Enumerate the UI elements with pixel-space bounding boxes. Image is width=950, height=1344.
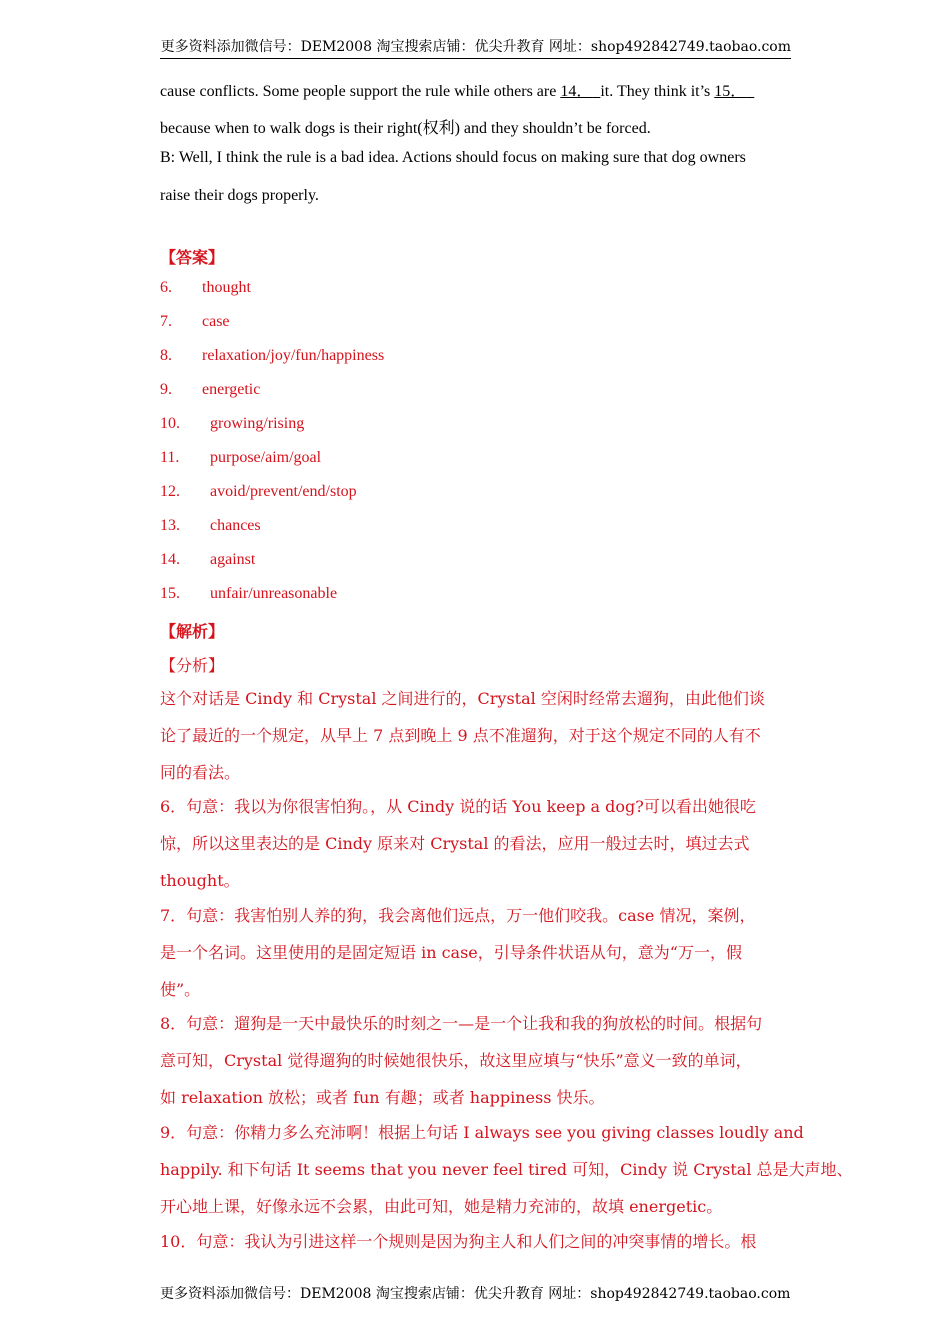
analysis-line: 开心地上课，好像永远不会累，由此可知，她是精力充沛的，故填 energetic。 — [160, 1197, 723, 1216]
answer-item: 15. unfair/unreasonable — [160, 585, 338, 602]
page-footer: 更多资料添加微信号：DEM2008 淘宝搜索店铺：优尖升教育 网址：shop492842749.taobao.com — [160, 1286, 791, 1302]
blank-14: 14． — [560, 83, 593, 100]
answer-item: 14. against — [160, 551, 256, 568]
answer-item: 10. growing/rising — [160, 415, 305, 432]
answer-heading: 【答案】 — [160, 248, 225, 267]
passage-line-3: B: Well, I think the rule is a bad idea. Actions should focus on making sure that dog owners — [160, 149, 746, 166]
analysis-line: 论了最近的一个规定，从早上 7 点到晚上 9 点不准遛狗，对于这个规定不同的人有不 — [160, 726, 761, 745]
answer-item: 7. case — [160, 313, 230, 330]
analysis-line: 9．句意：你精力多么充沛啊！根据上句话 I always see you giving classes loudly and — [160, 1123, 804, 1142]
answer-item: 9. energetic — [160, 381, 261, 398]
analysis-line: 同的看法。 — [160, 763, 241, 782]
analysis-line: 使”。 — [160, 980, 201, 999]
analysis-line: happily. 和下句话 It seems that you never feel tired 可知，Cindy 说 Crystal 总是大声地、 — [160, 1160, 853, 1179]
answer-item: 13. chances — [160, 517, 261, 534]
passage-line-1 — [160, 78, 754, 101]
page-header: 更多资料添加微信号：DEM2008 淘宝搜索店铺：优尖升教育 网址：shop492842749.taobao.com — [160, 38, 791, 59]
analysis-line: 如 relaxation 放松；或者 fun 有趣；或者 happiness 快乐。 — [160, 1088, 605, 1107]
passage-text: cause conflicts. Some people support the rule while others are — [160, 83, 561, 100]
analysis-line: 6．句意：我以为你很害怕狗。，从 Cindy 说的话 You keep a dog?可以看出她很吃 — [160, 797, 756, 816]
analysis-line: 意可知，Crystal 觉得遛狗的时候她很快乐，故这里应填与“快乐”意义一致的单词， — [160, 1051, 752, 1070]
analysis-heading: 【解析】 — [160, 622, 225, 641]
passage-text: it. They think it’s — [600, 83, 715, 100]
answer-item: 8. relaxation/joy/fun/happiness — [160, 347, 385, 364]
analysis-line: thought。 — [160, 871, 240, 890]
answer-item: 12. avoid/prevent/end/stop — [160, 483, 357, 500]
passage-line-4: raise their dogs properly. — [160, 187, 319, 204]
analysis-line: 10．句意：我认为引进这样一个规则是因为狗主人和人们之间的冲突事情的增长。根 — [160, 1232, 757, 1251]
analysis-line: 是一个名词。这里使用的是固定短语 in case，引导条件状语从句，意为“万一，假 — [160, 943, 742, 962]
analysis-line: 惊，所以这里表达的是 Cindy 原来对 Crystal 的看法，应用一般过去时，填过去式 — [160, 834, 750, 853]
blank-15: 15． — [714, 83, 747, 100]
answer-item: 6. thought — [160, 279, 251, 296]
answer-item: 11. purpose/aim/goal — [160, 449, 322, 466]
passage-line-2: because when to walk dogs is their right(权利) and they shouldn’t be forced. — [160, 120, 651, 137]
analysis-line: 8．句意：遛狗是一天中最快乐的时刻之一—是一个让我和我的狗放松的时间。根据句 — [160, 1014, 763, 1033]
analysis-line: 7．句意：我害怕别人养的狗，我会离他们远点，万一他们咬我。case 情况，案例， — [160, 906, 756, 925]
analysis-line: 这个对话是 Cindy 和 Crystal 之间进行的，Crystal 空闲时经常去遛狗，由此他们谈 — [160, 689, 765, 708]
analysis-subheading: 【分析】 — [160, 656, 225, 675]
